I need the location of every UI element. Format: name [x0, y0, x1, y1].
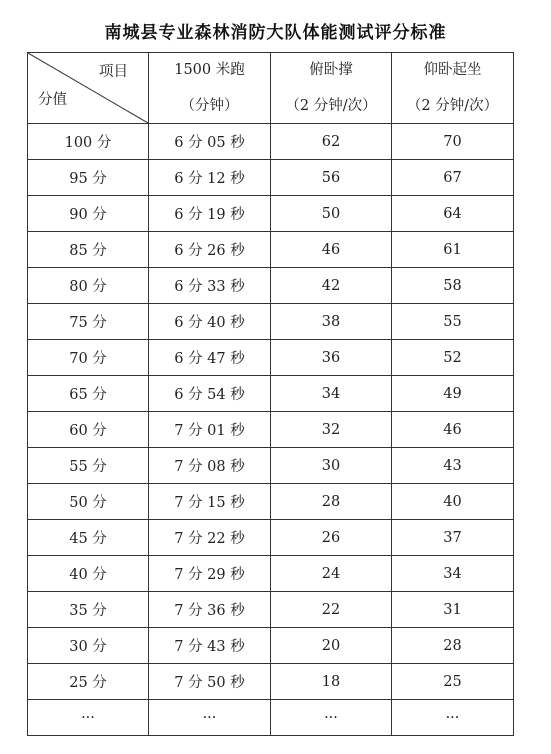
table-row [28, 232, 514, 268]
scoring-table [27, 52, 514, 736]
score-cell: 95 分 [28, 160, 149, 196]
pushup-cell: 32 [271, 412, 392, 448]
table-row [28, 412, 514, 448]
corner-header-cell [28, 53, 149, 124]
header-run-cell [149, 53, 271, 124]
score-cell: 50 分 [28, 484, 149, 520]
header-situp-label: 仰卧起坐 [423, 62, 482, 78]
situp-cell: 31 [392, 592, 514, 628]
run-time-cell: 6 分 33 秒 [149, 268, 271, 304]
header-row [28, 53, 514, 124]
situp-cell: 52 [392, 340, 514, 376]
score-cell: 85 分 [28, 232, 149, 268]
score-cell: 40 分 [28, 556, 149, 592]
pushup-cell: 30 [271, 448, 392, 484]
situp-cell: 55 [392, 304, 514, 340]
table-row [28, 484, 514, 520]
pushup-cell: 28 [271, 484, 392, 520]
header-pushup-cell [271, 53, 392, 124]
table-row [28, 628, 514, 664]
situp-cell: 34 [392, 556, 514, 592]
run-time-cell: 6 分 26 秒 [149, 232, 271, 268]
run-time-cell: ··· [149, 700, 271, 736]
header-situp-cell [392, 53, 514, 124]
run-time-cell: 6 分 05 秒 [149, 124, 271, 160]
table-row [28, 196, 514, 232]
header-pushup-label: 俯卧撑 [309, 62, 353, 78]
run-time-cell: 6 分 19 秒 [149, 196, 271, 232]
table-row [28, 592, 514, 628]
score-cell: 30 分 [28, 628, 149, 664]
situp-cell: 37 [392, 520, 514, 556]
score-cell: 60 分 [28, 412, 149, 448]
situp-cell: 46 [392, 412, 514, 448]
pushup-cell: 18 [271, 664, 392, 700]
situp-cell: 67 [392, 160, 514, 196]
situp-cell: 64 [392, 196, 514, 232]
run-time-cell: 7 分 50 秒 [149, 664, 271, 700]
pushup-cell: 20 [271, 628, 392, 664]
situp-cell: 28 [392, 628, 514, 664]
pushup-cell: 42 [271, 268, 392, 304]
table-row [28, 556, 514, 592]
run-time-cell: 7 分 36 秒 [149, 592, 271, 628]
corner-header-item-label: 项目 [99, 64, 128, 80]
score-cell: 70 分 [28, 340, 149, 376]
table-row [28, 664, 514, 700]
situp-cell: 43 [392, 448, 514, 484]
corner-header-score-label: 分值 [38, 92, 67, 108]
situp-cell: ··· [392, 700, 514, 736]
table-row [28, 160, 514, 196]
score-cell: 35 分 [28, 592, 149, 628]
header-pushup-unit: （2 分钟/次） [285, 98, 377, 114]
table-row [28, 340, 514, 376]
run-time-cell: 6 分 54 秒 [149, 376, 271, 412]
run-time-cell: 7 分 08 秒 [149, 448, 271, 484]
situp-cell: 40 [392, 484, 514, 520]
situp-cell: 58 [392, 268, 514, 304]
run-time-cell: 6 分 47 秒 [149, 340, 271, 376]
score-cell: 65 分 [28, 376, 149, 412]
pushup-cell: 34 [271, 376, 392, 412]
pushup-cell: 50 [271, 196, 392, 232]
pushup-cell: 24 [271, 556, 392, 592]
pushup-cell: 62 [271, 124, 392, 160]
pushup-cell: 38 [271, 304, 392, 340]
document-title: 南城县专业森林消防大队体能测试评分标准 [104, 23, 447, 43]
header-situp-unit: （2 分钟/次） [406, 98, 499, 114]
score-cell: ··· [28, 700, 149, 736]
score-cell: 55 分 [28, 448, 149, 484]
score-cell: 75 分 [28, 304, 149, 340]
run-time-cell: 7 分 15 秒 [149, 484, 271, 520]
run-time-cell: 7 分 43 秒 [149, 628, 271, 664]
score-cell: 100 分 [28, 124, 149, 160]
table-row [28, 700, 514, 736]
score-cell: 45 分 [28, 520, 149, 556]
pushup-cell: 22 [271, 592, 392, 628]
score-cell: 25 分 [28, 664, 149, 700]
table-row [28, 520, 514, 556]
situp-cell: 49 [392, 376, 514, 412]
run-time-cell: 7 分 22 秒 [149, 520, 271, 556]
table-row [28, 124, 514, 160]
situp-cell: 70 [392, 124, 514, 160]
situp-cell: 25 [392, 664, 514, 700]
situp-cell: 61 [392, 232, 514, 268]
run-time-cell: 7 分 29 秒 [149, 556, 271, 592]
score-cell: 90 分 [28, 196, 149, 232]
run-time-cell: 7 分 01 秒 [149, 412, 271, 448]
header-run-unit: （分钟） [180, 98, 239, 114]
header-run-label: 1500 米跑 [174, 62, 245, 78]
table-row [28, 268, 514, 304]
run-time-cell: 6 分 12 秒 [149, 160, 271, 196]
pushup-cell: 36 [271, 340, 392, 376]
pushup-cell: 56 [271, 160, 392, 196]
pushup-cell: 46 [271, 232, 392, 268]
table-row [28, 304, 514, 340]
run-time-cell: 6 分 40 秒 [149, 304, 271, 340]
score-cell: 80 分 [28, 268, 149, 304]
pushup-cell: ··· [271, 700, 392, 736]
table-row [28, 376, 514, 412]
table-row [28, 448, 514, 484]
pushup-cell: 26 [271, 520, 392, 556]
